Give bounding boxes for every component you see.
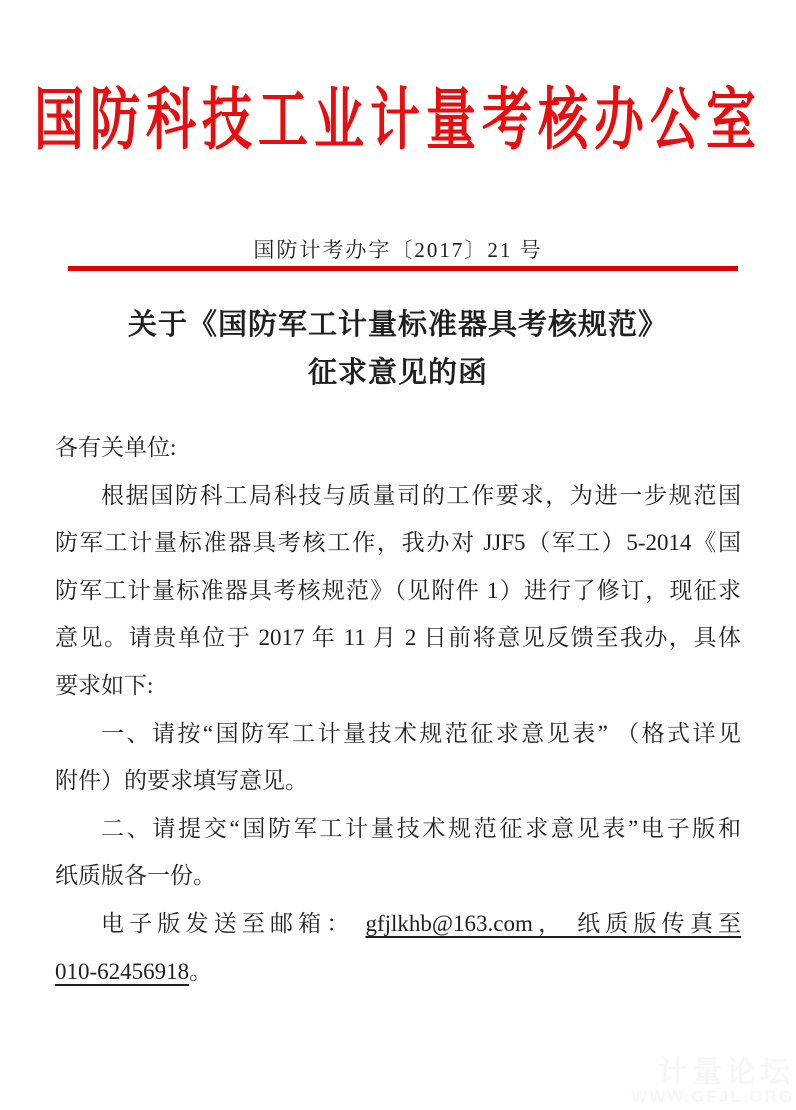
body-line bbox=[55, 757, 741, 805]
body-line bbox=[55, 852, 741, 900]
body-text: 意见。请贵单位于 2017 年 11 月 2 日前将意见反馈至我办，具体 bbox=[55, 625, 741, 651]
body-text: 附件）的要求填写意见。 bbox=[55, 768, 308, 794]
watermark-forum-name: 计量论坛 bbox=[658, 1055, 794, 1089]
body-line bbox=[55, 519, 741, 567]
watermark bbox=[631, 1057, 794, 1106]
body-text: 电子版发送至邮箱： bbox=[101, 910, 366, 936]
watermark-url: WWW.GFJL.ORG bbox=[631, 1087, 794, 1107]
body-line bbox=[55, 662, 741, 710]
body-text: 要求如下: bbox=[55, 672, 154, 698]
body-line bbox=[55, 900, 741, 948]
body-text: 。 bbox=[189, 958, 213, 984]
red-divider-rule bbox=[68, 266, 738, 271]
underlined-contact-text: gfjlkhb@163.com， 纸质版传真至 bbox=[365, 910, 742, 936]
document-title-line1: 关于《国防军工计量标准器具考核规范》 bbox=[127, 309, 668, 341]
document-title-line2: 征求意见的函 bbox=[307, 357, 488, 389]
body-text: 二、请提交“国防军工计量技术规范征求意见表”电子版和 bbox=[101, 815, 741, 841]
underlined-contact-text: 010-62456918 bbox=[55, 958, 190, 984]
body-text: 防军工计量标准器具考核规范》（见附件 1）进行了修订，现征求 bbox=[55, 577, 741, 603]
body-text: 纸质版各一份。 bbox=[55, 863, 216, 889]
body-line bbox=[55, 567, 741, 615]
body-line bbox=[55, 710, 741, 758]
letterhead-org-name: 国防科技工业计量考核办公室 bbox=[34, 82, 762, 158]
body-text: 各有关单位: bbox=[55, 435, 177, 460]
body-line bbox=[55, 948, 741, 996]
body-text: 一、请按“国防军工计量技术规范征求意见表” （格式详见 bbox=[101, 720, 741, 746]
document-body bbox=[55, 424, 741, 995]
body-text: 防军工计量标准器具考核工作，我办对 JJF5（军工）5-2014《国 bbox=[55, 530, 741, 556]
document-number: 国防计考办字〔2017〕21 号 bbox=[253, 238, 543, 262]
body-line bbox=[55, 424, 741, 472]
body-line bbox=[55, 472, 741, 520]
body-line bbox=[55, 614, 741, 662]
body-text: 根据国防科工局科技与质量司的工作要求，为进一步规范国 bbox=[101, 482, 741, 508]
body-line bbox=[55, 805, 741, 853]
